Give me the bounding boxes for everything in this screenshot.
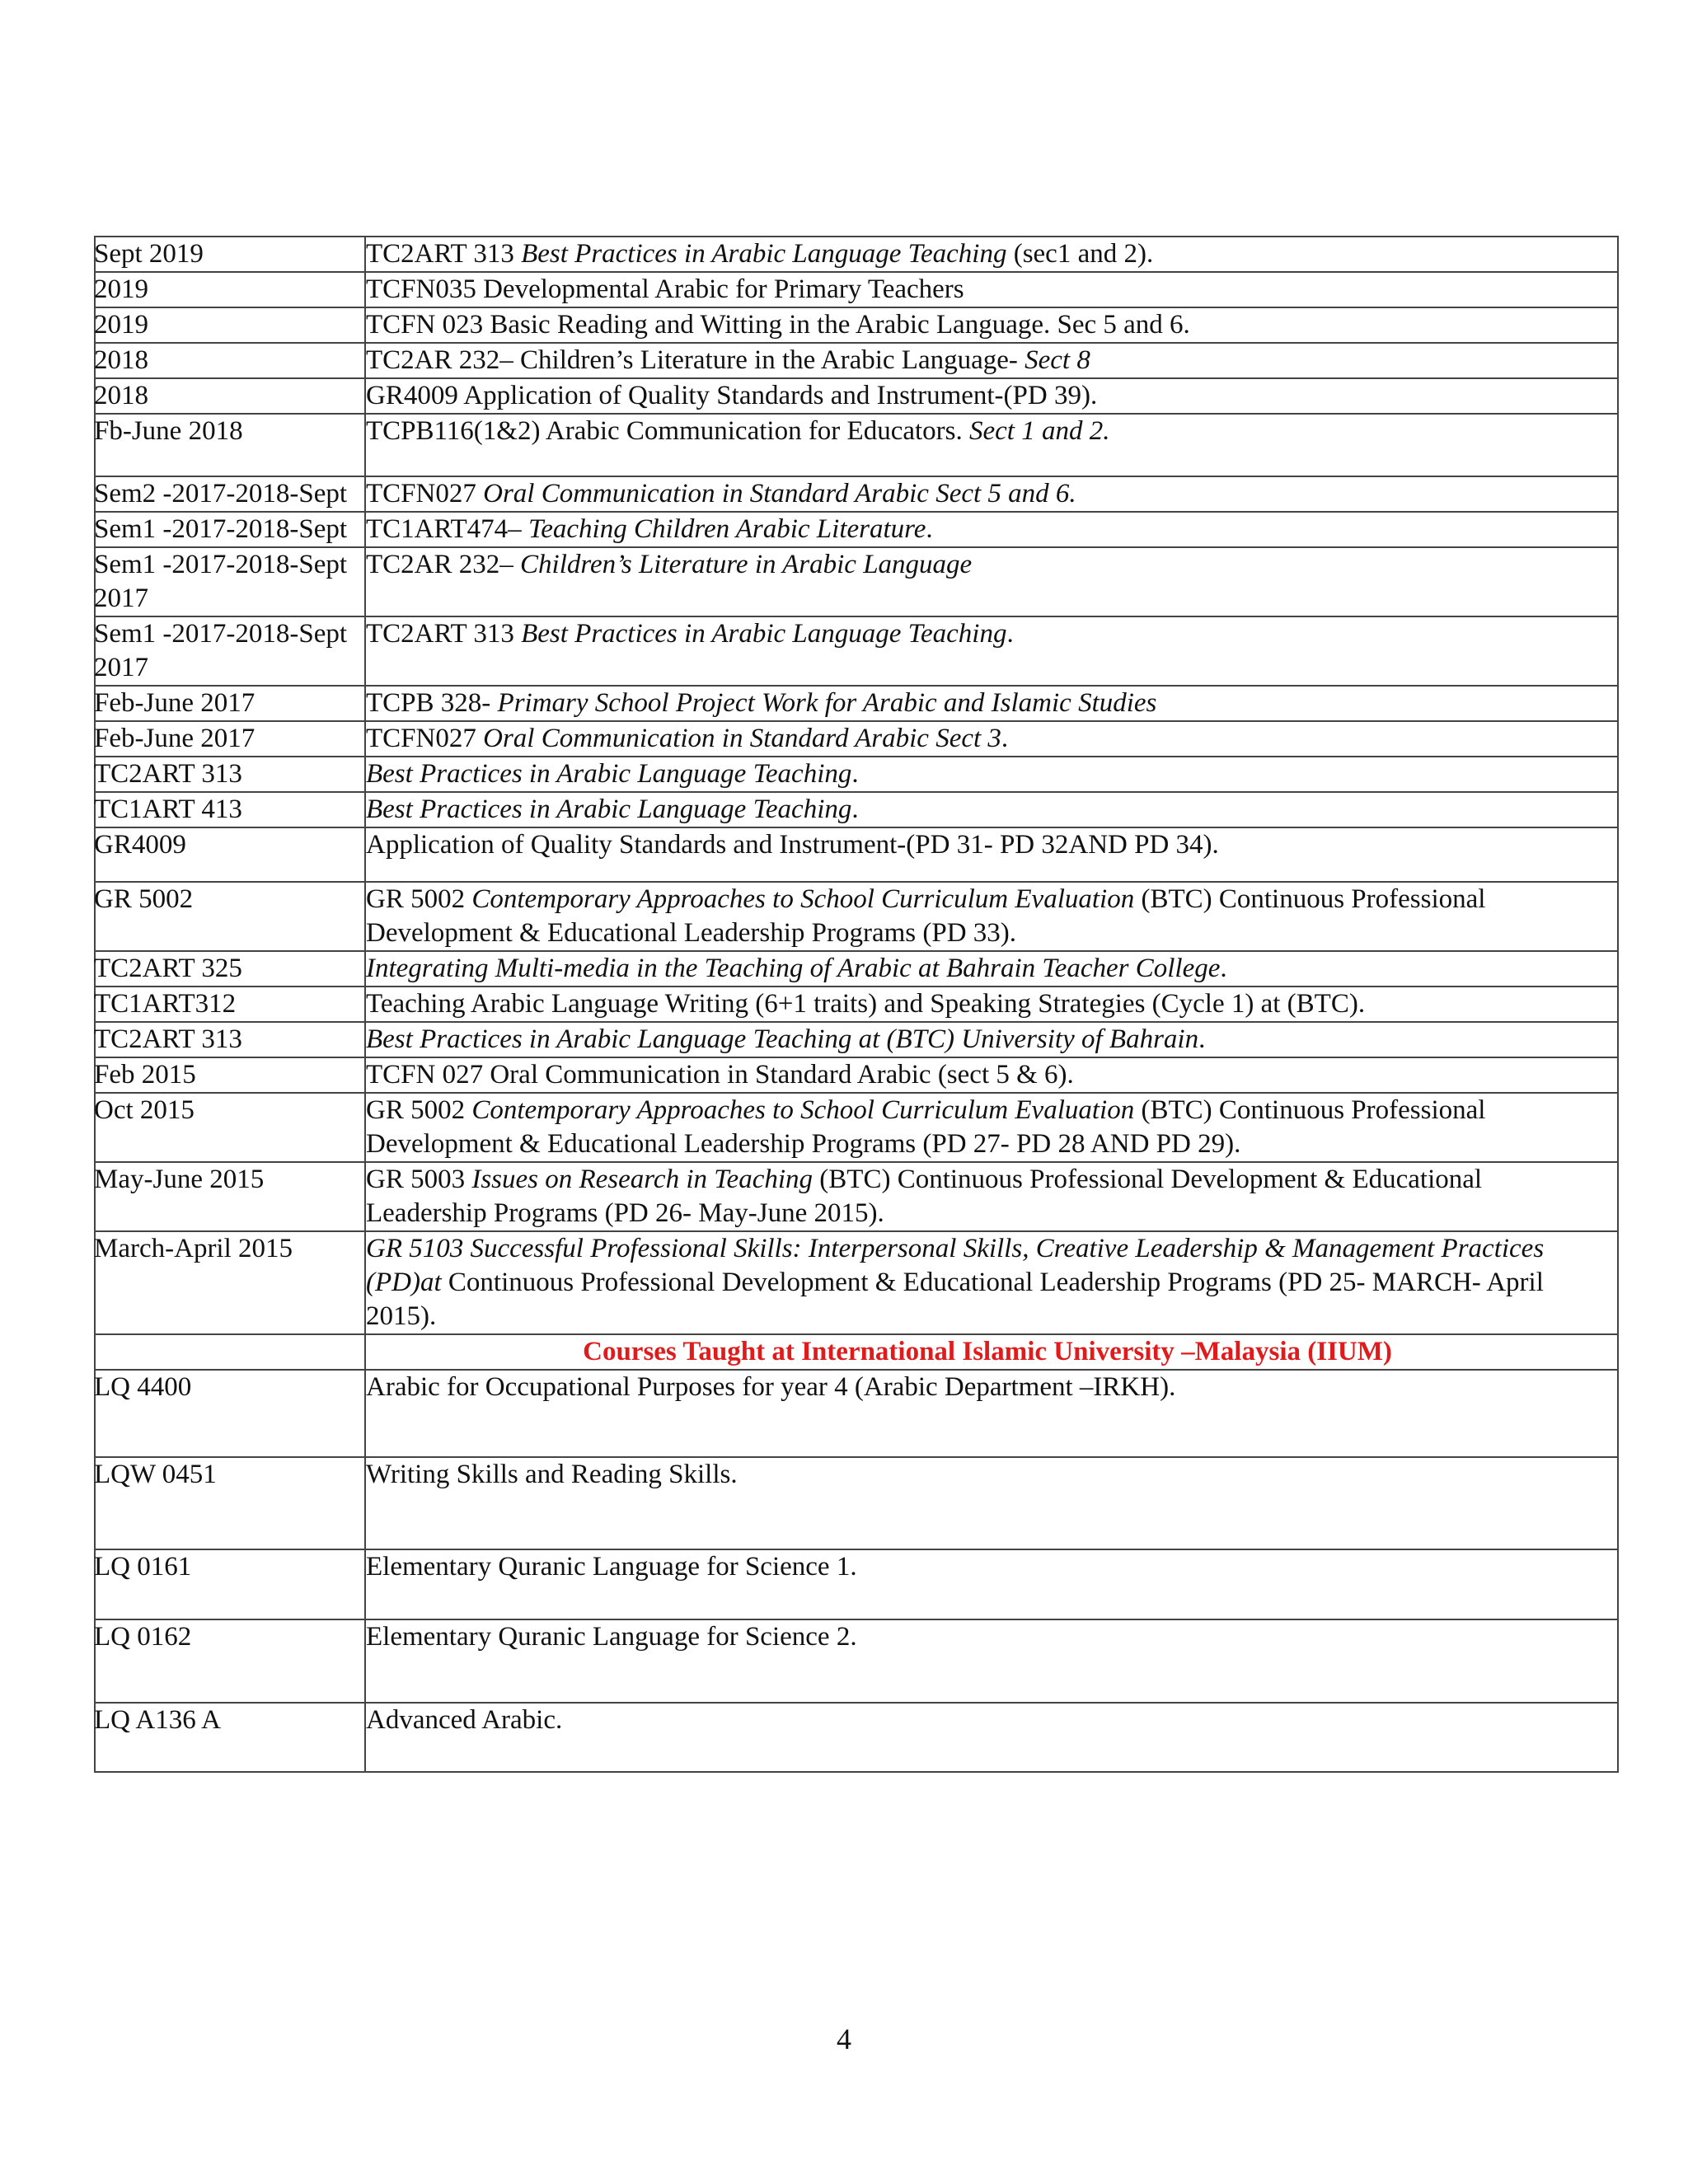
date-code-cell	[95, 343, 365, 378]
course-description	[366, 1371, 1617, 1404]
course-text: TC1ART474–	[366, 514, 528, 544]
date-code-text: Sem2 -2017-2018-Sept	[94, 479, 348, 509]
course-text: (sec1 and 2).	[1006, 239, 1154, 269]
course-description	[366, 548, 1617, 582]
table-row	[95, 1370, 1618, 1457]
course-description	[366, 1458, 1617, 1492]
course-cell	[365, 1457, 1618, 1549]
course-description	[366, 1620, 1617, 1654]
course-cell	[365, 882, 1618, 951]
course-cell	[365, 343, 1618, 378]
course-text: .	[851, 759, 859, 789]
course-text: Continuous Professional Development & Educational Leadership Programs (PD 25- MARCH- April 2015).	[366, 1268, 1544, 1331]
course-description	[366, 1704, 1617, 1737]
course-cell	[365, 616, 1618, 686]
date-code-cell	[95, 307, 365, 343]
date-code-cell	[95, 1334, 365, 1370]
table-row	[95, 721, 1618, 757]
course-cell	[365, 792, 1618, 827]
date-code-text: TC1ART 413	[94, 794, 242, 824]
course-text: TC2AR 232– Children’s Literature in the Arabic Language-	[366, 345, 1025, 375]
course-cell	[365, 547, 1618, 616]
course-text: .	[851, 794, 859, 824]
course-title-italic: Contemporary Approaches to School Curriculum Evaluation	[471, 1095, 1135, 1125]
table-row	[95, 1703, 1618, 1772]
date-code-cell	[95, 237, 365, 272]
course-description	[366, 237, 1617, 271]
course-cell	[365, 378, 1618, 414]
course-text: Advanced Arabic.	[366, 1705, 563, 1735]
course-description	[366, 617, 1617, 651]
course-text: TC2ART 313	[366, 239, 522, 269]
course-description	[366, 477, 1617, 511]
table-row	[95, 343, 1618, 378]
date-code-cell	[95, 1457, 365, 1549]
course-text: TC2AR 232–	[366, 550, 521, 579]
course-title-italic: Best Practices in Arabic Language Teaching	[521, 239, 1007, 269]
date-code-text: Fb-June 2018	[94, 416, 243, 446]
date-code-cell	[95, 686, 365, 721]
table-row	[95, 686, 1618, 721]
course-text: TCPB 328-	[366, 688, 498, 718]
course-text: TCFN027	[366, 479, 484, 509]
date-code-cell	[95, 1057, 365, 1093]
date-code-text: 2018	[94, 345, 148, 375]
course-cell	[365, 1022, 1618, 1057]
course-description	[366, 757, 1617, 791]
course-description	[366, 793, 1617, 827]
course-text: GR 5002	[366, 884, 472, 914]
date-code-cell	[95, 616, 365, 686]
date-code-text: Sem1 -2017-2018-Sept 2017	[94, 619, 348, 682]
date-code-cell	[95, 547, 365, 616]
course-title-italic: Teaching Children Arabic Literature	[528, 514, 926, 544]
date-code-text: LQ 0162	[94, 1622, 192, 1652]
table-row	[95, 757, 1618, 792]
course-text: .	[1198, 1024, 1206, 1054]
date-code-text: LQ 0161	[94, 1552, 192, 1582]
date-code-text: 2018	[94, 381, 148, 410]
course-cell	[365, 987, 1618, 1022]
course-title-italic: Integrating Multi-media in the Teaching of Arabic at Bahrain Teacher College	[366, 954, 1221, 983]
date-code-text: TC2ART 313	[94, 1024, 242, 1054]
date-code-text: LQW 0451	[94, 1460, 217, 1489]
date-code-cell	[95, 1162, 365, 1231]
table-row	[95, 237, 1618, 272]
date-code-cell	[95, 378, 365, 414]
date-code-text: Feb-June 2017	[94, 724, 256, 753]
course-text: Courses Taught at International Islamic University –Malaysia (IIUM)	[583, 1337, 1392, 1366]
course-description	[366, 513, 1617, 546]
table-row	[95, 512, 1618, 547]
course-description	[366, 722, 1617, 756]
course-description	[366, 344, 1617, 377]
course-cell	[365, 1549, 1618, 1619]
date-code-cell	[95, 1703, 365, 1772]
table-row	[95, 1022, 1618, 1057]
course-description	[366, 687, 1617, 720]
course-cell	[365, 1703, 1618, 1772]
section-header-cell	[365, 1334, 1618, 1370]
course-cell	[365, 686, 1618, 721]
course-cell	[365, 1093, 1618, 1162]
table-row	[95, 1093, 1618, 1162]
date-code-cell	[95, 272, 365, 307]
date-code-text: Sept 2019	[94, 239, 204, 269]
course-title-italic: Issues on Research in Teaching	[471, 1165, 814, 1194]
course-text: TC2ART 313	[366, 619, 522, 649]
course-description	[366, 1550, 1617, 1584]
course-description	[366, 308, 1617, 342]
date-code-cell	[95, 721, 365, 757]
course-description	[366, 987, 1617, 1021]
course-text: Elementary Quranic Language for Science 1.	[366, 1552, 857, 1582]
course-cell	[365, 721, 1618, 757]
course-title-italic: Best Practices in Arabic Language Teaching at (BTC) University of Bahrain	[366, 1024, 1199, 1054]
course-title-italic: Sect 8	[1025, 345, 1090, 375]
table-row	[95, 272, 1618, 307]
course-text: .	[1220, 954, 1227, 983]
table-row	[95, 987, 1618, 1022]
date-code-cell	[95, 1231, 365, 1334]
date-code-cell	[95, 987, 365, 1022]
course-text: TCFN035 Developmental Arabic for Primary Teachers	[366, 274, 964, 304]
course-description	[366, 1094, 1617, 1161]
date-code-text: TC2ART 313	[94, 759, 242, 789]
course-cell	[365, 757, 1618, 792]
date-code-text: March-April 2015	[94, 1234, 293, 1263]
course-text: Teaching Arabic Language Writing (6+1 traits) and Speaking Strategies (Cycle 1) at (BTC).	[366, 989, 1366, 1019]
course-title-italic: Best Practices in Arabic Language Teaching	[521, 619, 1007, 649]
date-code-cell	[95, 757, 365, 792]
date-code-text: May-June 2015	[94, 1165, 265, 1194]
table-row	[95, 1619, 1618, 1703]
date-code-cell	[95, 1549, 365, 1619]
course-description	[366, 1058, 1617, 1092]
course-cell	[365, 1370, 1618, 1457]
course-text: TCFN 027 Oral Communication in Standard Arabic (sect 5 & 6).	[366, 1060, 1074, 1090]
course-description	[366, 415, 1617, 448]
course-title-italic: Oral Communication in Standard Arabic Sect 3	[483, 724, 1001, 753]
course-title-italic: Best Practices in Arabic Language Teaching	[366, 759, 852, 789]
date-code-text: 2019	[94, 310, 148, 340]
course-text: TCPB116(1&2) Arabic Communication for Educators.	[366, 416, 969, 446]
table-row	[95, 1231, 1618, 1334]
page-number: 4	[837, 2022, 851, 2055]
table-row	[95, 414, 1618, 476]
date-code-cell	[95, 951, 365, 987]
course-cell	[365, 237, 1618, 272]
course-title-italic: Oral Communication in Standard Arabic Sect 5 and 6.	[483, 479, 1076, 509]
course-cell	[365, 951, 1618, 987]
course-text: Application of Quality Standards and Instrument-(PD 31- PD 32AND PD 34).	[366, 830, 1219, 860]
course-text: GR 5002	[366, 1095, 472, 1125]
date-code-text: GR4009	[94, 830, 186, 860]
date-code-text: TC2ART 325	[94, 954, 242, 983]
table-row	[95, 951, 1618, 987]
course-description	[366, 379, 1617, 413]
date-code-cell	[95, 414, 365, 476]
table-row	[95, 827, 1618, 882]
course-cell	[365, 272, 1618, 307]
course-text: (BTC) Continuous Professional Development & Educational Leadership Programs (PD 26- May-June 2015).	[366, 1165, 1483, 1228]
course-cell	[365, 414, 1618, 476]
table-row	[95, 307, 1618, 343]
date-code-cell	[95, 476, 365, 512]
date-code-text: TC1ART312	[94, 989, 237, 1019]
date-code-cell	[95, 1093, 365, 1162]
table-row	[95, 1457, 1618, 1549]
course-cell	[365, 1619, 1618, 1703]
table-row	[95, 378, 1618, 414]
date-code-text: Sem1 -2017-2018-Sept	[94, 514, 348, 544]
table-row	[95, 1549, 1618, 1619]
course-text: (BTC) Continuous Professional Development & Educational Leadership Programs (PD 27- PD 28 AND PD 29).	[366, 1095, 1486, 1159]
course-text: .	[1006, 619, 1014, 649]
course-cell	[365, 307, 1618, 343]
table-row	[95, 547, 1618, 616]
date-code-text: LQ 4400	[94, 1372, 192, 1402]
course-text: Elementary Quranic Language for Science 2.	[366, 1622, 857, 1652]
course-text: Arabic for Occupational Purposes for year 4 (Arabic Department –IRKH).	[366, 1372, 1176, 1402]
date-code-text: Feb 2015	[94, 1060, 196, 1090]
course-cell	[365, 827, 1618, 882]
course-cell	[365, 1057, 1618, 1093]
date-code-text: Feb-June 2017	[94, 688, 256, 718]
course-description	[366, 828, 1617, 862]
date-code-cell	[95, 1619, 365, 1703]
course-text: .	[1001, 724, 1009, 753]
date-code-text: LQ A136 A	[94, 1705, 222, 1735]
date-code-cell	[95, 1022, 365, 1057]
date-code-text: Sem1 -2017-2018-Sept 2017	[94, 550, 348, 613]
date-code-text: 2019	[94, 274, 148, 304]
date-code-cell	[95, 1370, 365, 1457]
course-title-italic: Sect 1 and 2.	[969, 416, 1110, 446]
course-description	[366, 1163, 1617, 1230]
course-text: (BTC) Continuous Professional Development & Educational Leadership Programs (PD 33).	[366, 884, 1486, 948]
course-title-italic: Contemporary Approaches to School Curriculum Evaluation	[471, 884, 1135, 914]
table-row	[95, 616, 1618, 686]
course-title-italic: Children’s Literature in Arabic Language	[520, 550, 973, 579]
table-row	[95, 882, 1618, 951]
course-description	[366, 1023, 1617, 1057]
course-description	[366, 273, 1617, 307]
course-description	[366, 952, 1617, 986]
course-text: Writing Skills and Reading Skills.	[366, 1460, 738, 1489]
date-code-cell	[95, 512, 365, 547]
section-header-row	[95, 1334, 1618, 1370]
course-text: GR4009 Application of Quality Standards and Instrument-(PD 39).	[366, 381, 1098, 410]
course-text: TCFN 023 Basic Reading and Witting in the Arabic Language. Sec 5 and 6.	[366, 310, 1190, 340]
date-code-cell	[95, 827, 365, 882]
section-header-text	[366, 1335, 1617, 1369]
course-cell	[365, 1231, 1618, 1334]
course-description	[366, 1232, 1617, 1333]
date-code-cell	[95, 792, 365, 827]
course-title-italic: Primary School Project Work for Arabic and Islamic Studies	[497, 688, 1157, 718]
date-code-text: GR 5002	[94, 884, 194, 914]
date-code-cell	[95, 882, 365, 951]
course-cell	[365, 512, 1618, 547]
course-text: GR 5003	[366, 1165, 472, 1194]
course-title-italic: GR 5103 Successful Professional Skills: Interpersonal Skills, Creative Leadership & Management Practices (PD)at	[366, 1234, 1545, 1297]
table-row	[95, 476, 1618, 512]
courses-table	[94, 236, 1619, 1773]
course-text: TCFN027	[366, 724, 484, 753]
course-cell	[365, 476, 1618, 512]
course-text: .	[926, 514, 933, 544]
course-description	[366, 883, 1617, 950]
table-row	[95, 1162, 1618, 1231]
course-title-italic: Best Practices in Arabic Language Teaching	[366, 794, 852, 824]
course-cell	[365, 1162, 1618, 1231]
table-row	[95, 792, 1618, 827]
table-row	[95, 1057, 1618, 1093]
date-code-text: Oct 2015	[94, 1095, 195, 1125]
